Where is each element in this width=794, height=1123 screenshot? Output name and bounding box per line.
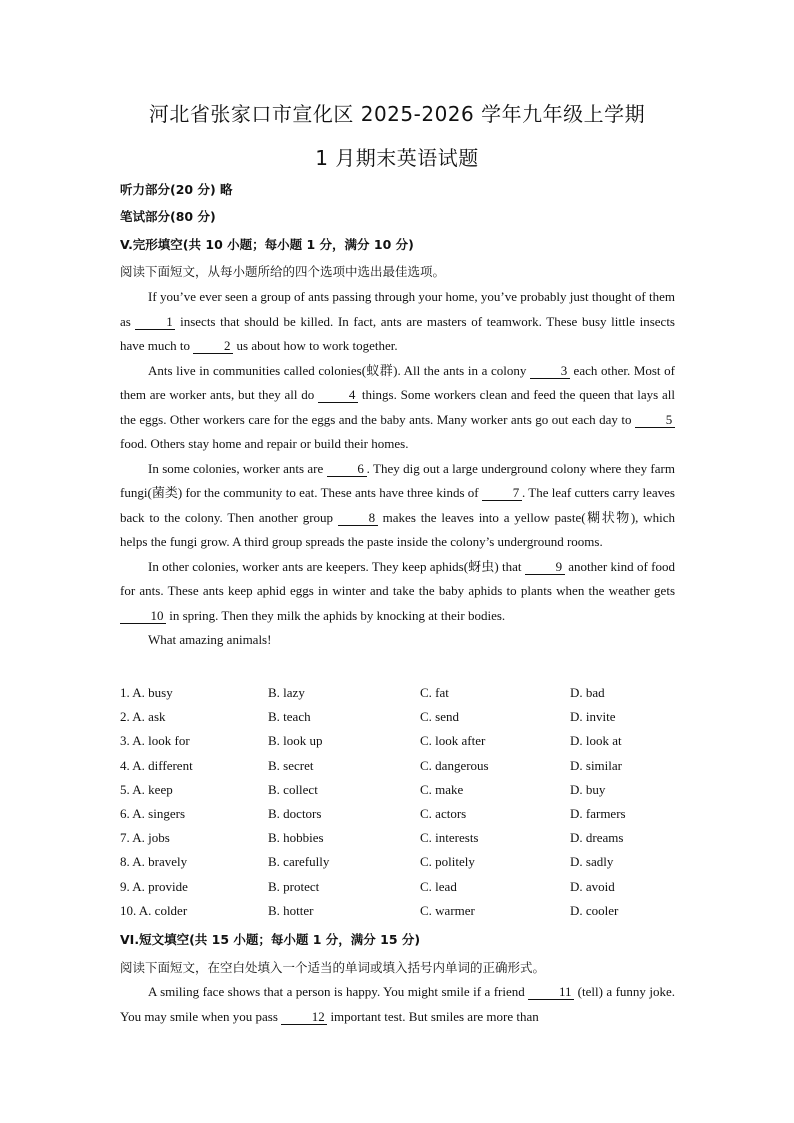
option: B. secret [268,757,314,773]
passage-text: In other colonies, worker ants are keepers. They keep aphids(蚜虫) that [148,558,525,574]
answer-blank: 5 [635,413,675,428]
answer-blank: 12 [281,1010,327,1025]
answer-blank: 7 [482,486,522,501]
option: D. buy [570,781,606,797]
answer-blank: 2 [193,339,233,354]
passage-text: If you’ve ever seen a group of ants passing through your home, you’ve probably just thought of them as [120,289,675,329]
passage-text: another kind of food for ants. These ants keep aphid eggs in winter and take the baby aphids to plants when the weather gets [120,558,675,598]
answer-blank: 4 [318,388,358,403]
options-row [120,903,680,927]
passage-text: insects that should be killed. In fact, ants are masters of teamwork. These busy little insects have much to [120,313,675,353]
option: B. teach [268,709,311,725]
listening-note: 听力部分(20 分) 略 [120,182,233,197]
option: C. dangerous [420,757,489,773]
options-row [120,709,680,733]
option: C. actors [420,805,467,821]
passage-paragraph [120,359,675,457]
option: D. cooler [570,902,619,918]
passage-text: things. Some workers clean and feed the queen that lays all the eggs. Other workers care for the eggs and the baby ants. Many worker ants go out each day to [120,387,676,427]
option: 3. A. look for [120,733,190,749]
section5-instruction: 阅读下面短文，从每小题所给的四个选项中选出最佳选项。 [120,264,446,279]
passage-text: In some colonies, worker ants are [148,460,327,476]
answer-blank: 1 [135,315,175,330]
options-row [120,758,680,782]
passage-text: A smiling face shows that a person is happy. You might smile if a friend [148,984,529,999]
option: B. hotter [268,902,314,918]
answer-blank: 3 [530,364,570,379]
option: B. carefully [268,854,330,870]
passage-text: us about how to work together. [233,338,398,353]
passage-text: makes the leaves into a yellow paste(糊状物), which helps the fungi grow. A third group spreads the paste inside the colony’s underground rooms. [120,509,676,549]
option: 7. A. jobs [120,830,170,846]
passage-paragraph [120,555,675,629]
passage-paragraph [120,980,675,1029]
section6-heading: VI.短文填空(共 15 小题；每小题 1 分，满分 15 分) [120,932,421,947]
passage-paragraph [120,285,675,359]
option: B. look up [268,733,323,749]
option: B. lazy [268,685,305,700]
passage-closing: What amazing animals! [148,632,272,647]
options-table [120,685,680,927]
option: C. warmer [420,902,475,918]
option: D. look at [570,733,622,749]
option: C. look after [420,733,486,749]
options-row [120,879,680,903]
exam-title-line1: 河北省张家口市宣化区 2025-2026 学年九年级上学期 [148,102,646,126]
options-row [120,782,680,806]
option: 6. A. singers [120,805,185,821]
option: 5. A. keep [120,781,173,797]
options-row [120,830,680,854]
option: C. interests [420,830,479,846]
option: D. similar [570,757,622,773]
passage-text: . The leaf cutters carry leaves back to the colony. Then another group [120,485,675,525]
passage-text: important test. But smiles are more than [327,1008,539,1024]
option: 1. A. busy [120,685,173,700]
option: C. fat [420,685,449,700]
writing-heading: 笔试部分(80 分) [120,209,216,224]
option: D. bad [570,685,605,700]
option: D. avoid [570,878,615,894]
options-row [120,685,680,709]
answer-blank: 9 [525,560,565,575]
option: B. hobbies [268,830,324,846]
answer-blank: 11 [528,985,574,1000]
passage-paragraph [120,457,675,555]
option: C. make [420,781,464,797]
option: 2. A. ask [120,709,166,725]
option: 10. A. colder [120,902,188,918]
passage-text: (tell) a funny joke. You may smile when you pass [120,984,675,1024]
option: C. lead [420,878,457,894]
answer-blank: 8 [338,511,378,526]
exam-title-line2: 1 月期末英语试题 [315,146,479,170]
option: D. dreams [570,830,624,846]
option: 4. A. different [120,757,193,773]
cloze-passage [120,285,675,653]
option: B. collect [268,781,318,797]
option: D. invite [570,709,616,725]
section6-instruction: 阅读下面短文，在空白处填入一个适当的单词或填入括号内单词的正确形式。 [120,960,546,975]
option: 9. A. provide [120,878,188,894]
options-row [120,854,680,878]
option: 8. A. bravely [120,854,188,870]
passage-text: . They dig out a large underground colony where they farm fungi(菌类) for the community to eat. These ants have three kinds of [120,460,675,500]
passage-text: each other. Most of them are worker ants, but they all do [120,362,675,402]
option: C. politely [420,854,475,870]
answer-blank: 10 [120,609,166,624]
passage-text: food. Others stay home and repair or build their homes. [120,436,409,451]
option: C. send [420,709,459,725]
passage-text: in spring. Then they milk the aphids by knocking at their bodies. [166,607,506,623]
answer-blank: 6 [327,462,367,477]
option: D. farmers [570,805,626,821]
fill-passage [120,980,675,1029]
option: B. doctors [268,805,322,821]
section5-heading: V.完形填空(共 10 小题；每小题 1 分，满分 10 分) [120,237,414,252]
options-row [120,806,680,830]
option: B. protect [268,878,320,894]
passage-text: Ants live in communities called colonies(蚁群). All the ants in a colony [148,362,530,378]
options-row [120,733,680,757]
option: D. sadly [570,854,614,870]
